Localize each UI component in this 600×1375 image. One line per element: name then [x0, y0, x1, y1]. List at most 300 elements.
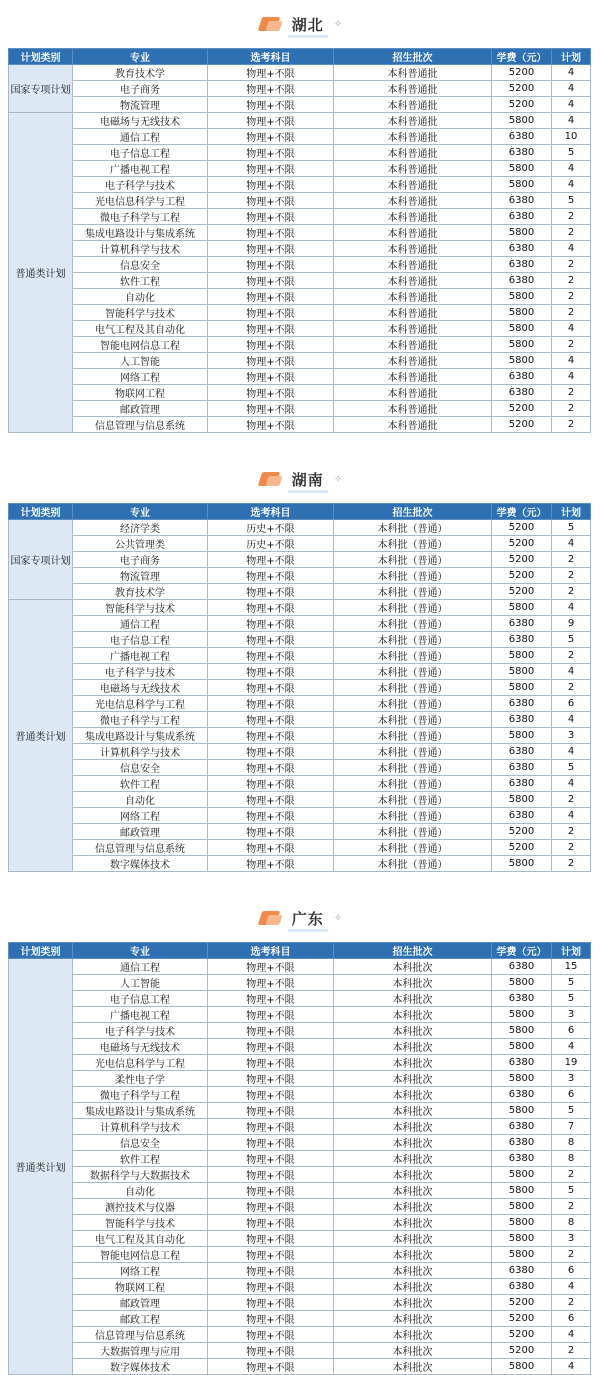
major-cell: 大数据管理与应用	[73, 1343, 208, 1359]
tuition-cell: 5200	[492, 568, 552, 584]
major-cell: 通信工程	[73, 959, 208, 975]
batch-cell: 本科批（普通）	[334, 600, 492, 616]
subject-cell: 物理+不限	[208, 241, 334, 257]
tuition-cell: 6380	[492, 808, 552, 824]
table-row	[9, 225, 591, 241]
plan-cell: 5	[552, 991, 591, 1007]
major-cell: 计算机科学与技术	[73, 1119, 208, 1135]
batch-cell: 本科普通批	[334, 257, 492, 273]
subject-cell: 物理+不限	[208, 1103, 334, 1119]
plan-cell: 2	[552, 648, 591, 664]
table-row	[9, 744, 591, 760]
batch-cell: 本科批（普通）	[334, 632, 492, 648]
plan-cell: 4	[552, 241, 591, 257]
table-row	[9, 856, 591, 872]
plan-cell: 2	[552, 1343, 591, 1359]
tuition-cell: 5800	[492, 648, 552, 664]
tuition-cell: 6380	[492, 1119, 552, 1135]
major-cell: 集成电路设计与集成系统	[73, 728, 208, 744]
plan-cell: 2	[552, 584, 591, 600]
subject-cell: 物理+不限	[208, 744, 334, 760]
subject-cell: 物理+不限	[208, 1007, 334, 1023]
tuition-cell: 5800	[492, 289, 552, 305]
plan-cell: 3	[552, 728, 591, 744]
table-row	[9, 1311, 591, 1327]
tuition-cell: 5200	[492, 520, 552, 536]
major-cell: 智能电网信息工程	[73, 1247, 208, 1263]
section-spacer	[0, 872, 600, 894]
plan-cell: 15	[552, 959, 591, 975]
batch-cell: 本科普通批	[334, 305, 492, 321]
major-cell: 数据科学与大数据技术	[73, 1167, 208, 1183]
table-row	[9, 1135, 591, 1151]
table-row	[9, 273, 591, 289]
plan-cell: 4	[552, 113, 591, 129]
major-cell: 邮政管理	[73, 401, 208, 417]
tuition-cell: 6380	[492, 1151, 552, 1167]
major-cell: 测控技术与仪器	[73, 1199, 208, 1215]
tuition-cell: 6380	[492, 1279, 552, 1295]
tuition-cell: 6380	[492, 712, 552, 728]
plan-category-cell: 普通类计划	[9, 113, 73, 433]
header-major: 专业	[73, 943, 208, 959]
tuition-cell: 5800	[492, 680, 552, 696]
subject-cell: 物理+不限	[208, 65, 334, 81]
subject-cell: 物理+不限	[208, 177, 334, 193]
major-cell: 网络工程	[73, 369, 208, 385]
subject-cell: 物理+不限	[208, 1167, 334, 1183]
tuition-cell: 6380	[492, 241, 552, 257]
subject-cell: 物理+不限	[208, 369, 334, 385]
plan-cell: 4	[552, 776, 591, 792]
major-cell: 信息安全	[73, 257, 208, 273]
plan-cell: 2	[552, 273, 591, 289]
plan-cell: 2	[552, 568, 591, 584]
major-cell: 智能电网信息工程	[73, 337, 208, 353]
subject-cell: 物理+不限	[208, 552, 334, 568]
table-row	[9, 321, 591, 337]
table-row	[9, 680, 591, 696]
plan-cell: 4	[552, 664, 591, 680]
header-plan: 计划	[552, 49, 591, 65]
subject-cell: 物理+不限	[208, 417, 334, 433]
subject-cell: 物理+不限	[208, 81, 334, 97]
tuition-cell: 5800	[492, 1167, 552, 1183]
subject-cell: 物理+不限	[208, 648, 334, 664]
subject-cell: 历史+不限	[208, 536, 334, 552]
subject-cell: 物理+不限	[208, 712, 334, 728]
plan-cell: 4	[552, 161, 591, 177]
batch-cell: 本科普通批	[334, 81, 492, 97]
tuition-cell: 6380	[492, 632, 552, 648]
major-cell: 自动化	[73, 792, 208, 808]
major-cell: 信息管理与信息系统	[73, 1327, 208, 1343]
table-row	[9, 1071, 591, 1087]
major-cell: 软件工程	[73, 273, 208, 289]
section-title	[0, 0, 600, 48]
batch-cell: 本科批次	[334, 1119, 492, 1135]
table-row	[9, 81, 591, 97]
batch-cell: 本科普通批	[334, 385, 492, 401]
subject-cell: 物理+不限	[208, 337, 334, 353]
tuition-cell: 5800	[492, 1007, 552, 1023]
major-cell: 电子信息工程	[73, 991, 208, 1007]
batch-cell: 本科批次	[334, 1279, 492, 1295]
batch-cell: 本科批（普通）	[334, 616, 492, 632]
plan-cell: 5	[552, 520, 591, 536]
header-tuition: 学费（元）	[492, 943, 552, 959]
major-cell: 通信工程	[73, 129, 208, 145]
major-cell: 教育技术学	[73, 584, 208, 600]
major-cell: 智能科学与技术	[73, 600, 208, 616]
batch-cell: 本科普通批	[334, 241, 492, 257]
province-section	[0, 0, 600, 455]
batch-cell: 本科批次	[334, 1023, 492, 1039]
subject-cell: 物理+不限	[208, 1231, 334, 1247]
subject-cell: 物理+不限	[208, 193, 334, 209]
table-row	[9, 840, 591, 856]
table-row	[9, 257, 591, 273]
plan-cell: 6	[552, 696, 591, 712]
subject-cell: 物理+不限	[208, 1071, 334, 1087]
table-row	[9, 632, 591, 648]
table-row	[9, 1327, 591, 1343]
subject-cell: 物理+不限	[208, 696, 334, 712]
table-row	[9, 97, 591, 113]
table-row	[9, 113, 591, 129]
subject-cell: 物理+不限	[208, 808, 334, 824]
plan-cell: 2	[552, 792, 591, 808]
plan-cell: 2	[552, 225, 591, 241]
header-subject: 选考科目	[208, 504, 334, 520]
batch-cell: 本科普通批	[334, 97, 492, 113]
subject-cell: 物理+不限	[208, 257, 334, 273]
tuition-cell: 5200	[492, 840, 552, 856]
table-row	[9, 600, 591, 616]
tuition-cell: 5200	[492, 401, 552, 417]
subject-cell: 物理+不限	[208, 991, 334, 1007]
major-cell: 公共管理类	[73, 536, 208, 552]
tuition-cell: 5200	[492, 584, 552, 600]
batch-cell: 本科批次	[334, 1263, 492, 1279]
major-cell: 电子商务	[73, 552, 208, 568]
major-cell: 光电信息科学与工程	[73, 1055, 208, 1071]
table-row	[9, 1199, 591, 1215]
plan-cell: 2	[552, 257, 591, 273]
admission-table	[8, 942, 591, 1375]
tuition-cell: 5800	[492, 177, 552, 193]
tuition-cell: 5800	[492, 856, 552, 872]
table-row	[9, 792, 591, 808]
batch-cell: 本科批（普通）	[334, 792, 492, 808]
table-row	[9, 401, 591, 417]
batch-cell: 本科批（普通）	[334, 664, 492, 680]
plan-cell: 5	[552, 760, 591, 776]
plan-category-cell: 普通类计划	[9, 600, 73, 872]
tuition-cell: 6380	[492, 145, 552, 161]
tuition-cell: 5200	[492, 97, 552, 113]
header-major: 专业	[73, 504, 208, 520]
plan-cell: 2	[552, 1247, 591, 1263]
batch-cell: 本科普通批	[334, 129, 492, 145]
tuition-cell: 5800	[492, 321, 552, 337]
batch-cell: 本科批次	[334, 1215, 492, 1231]
batch-cell: 本科普通批	[334, 337, 492, 353]
table-row	[9, 177, 591, 193]
major-cell: 光电信息科学与工程	[73, 193, 208, 209]
subject-cell: 物理+不限	[208, 792, 334, 808]
table-row	[9, 808, 591, 824]
major-cell: 物联网工程	[73, 1279, 208, 1295]
tuition-cell: 6380	[492, 1263, 552, 1279]
batch-cell: 本科批（普通）	[334, 552, 492, 568]
major-cell: 物流管理	[73, 568, 208, 584]
subject-cell: 物理+不限	[208, 305, 334, 321]
plan-cell: 2	[552, 824, 591, 840]
bookmark-icon	[258, 15, 284, 33]
tuition-cell: 5800	[492, 1359, 552, 1375]
table-row	[9, 1087, 591, 1103]
major-cell: 电气工程及其自动化	[73, 321, 208, 337]
major-cell: 信息管理与信息系统	[73, 840, 208, 856]
table-row	[9, 991, 591, 1007]
major-cell: 电子科学与技术	[73, 177, 208, 193]
plan-cell: 4	[552, 321, 591, 337]
plan-category-cell: 普通类计划	[9, 959, 73, 1375]
subject-cell: 物理+不限	[208, 225, 334, 241]
tuition-cell: 6380	[492, 991, 552, 1007]
subject-cell: 物理+不限	[208, 113, 334, 129]
tuition-cell: 5800	[492, 305, 552, 321]
major-cell: 软件工程	[73, 1151, 208, 1167]
province-section	[0, 894, 600, 1375]
tuition-cell: 5800	[492, 353, 552, 369]
major-cell: 人工智能	[73, 975, 208, 991]
table-row	[9, 728, 591, 744]
plan-cell: 4	[552, 600, 591, 616]
tuition-cell: 5200	[492, 536, 552, 552]
admission-table	[8, 503, 591, 872]
batch-cell: 本科批次	[334, 1071, 492, 1087]
major-cell: 电子信息工程	[73, 145, 208, 161]
table-row	[9, 385, 591, 401]
table-row	[9, 129, 591, 145]
subject-cell: 物理+不限	[208, 1199, 334, 1215]
header-subject: 选考科目	[208, 49, 334, 65]
major-cell: 微电子科学与工程	[73, 1087, 208, 1103]
plan-cell: 5	[552, 1103, 591, 1119]
major-cell: 经济学类	[73, 520, 208, 536]
major-cell: 广播电视工程	[73, 161, 208, 177]
table-row	[9, 648, 591, 664]
table-row	[9, 760, 591, 776]
tuition-cell: 5800	[492, 1231, 552, 1247]
plan-category-cell: 国家专项计划	[9, 65, 73, 113]
batch-cell: 本科批（普通）	[334, 680, 492, 696]
tuition-cell: 6380	[492, 385, 552, 401]
table-row	[9, 209, 591, 225]
subject-cell: 物理+不限	[208, 664, 334, 680]
subject-cell: 物理+不限	[208, 584, 334, 600]
batch-cell: 本科普通批	[334, 369, 492, 385]
table-row	[9, 369, 591, 385]
table-row	[9, 1167, 591, 1183]
subject-cell: 物理+不限	[208, 289, 334, 305]
subject-cell: 物理+不限	[208, 600, 334, 616]
subject-cell: 物理+不限	[208, 1343, 334, 1359]
subject-cell: 物理+不限	[208, 1327, 334, 1343]
plan-cell: 4	[552, 81, 591, 97]
sparkle-icon: ✧	[333, 18, 343, 30]
table-row	[9, 664, 591, 680]
tuition-cell: 5200	[492, 552, 552, 568]
plan-cell: 2	[552, 1199, 591, 1215]
batch-cell: 本科普通批	[334, 65, 492, 81]
major-cell: 柔性电子学	[73, 1071, 208, 1087]
table-row	[9, 145, 591, 161]
batch-cell: 本科批次	[334, 1231, 492, 1247]
plan-cell: 9	[552, 616, 591, 632]
plan-cell: 3	[552, 1007, 591, 1023]
bookmark-icon	[258, 470, 284, 488]
table-row	[9, 712, 591, 728]
plan-cell: 4	[552, 536, 591, 552]
major-cell: 自动化	[73, 289, 208, 305]
major-cell: 集成电路设计与集成系统	[73, 225, 208, 241]
tuition-cell: 5800	[492, 1215, 552, 1231]
batch-cell: 本科普通批	[334, 113, 492, 129]
batch-cell: 本科普通批	[334, 353, 492, 369]
plan-cell: 2	[552, 417, 591, 433]
major-cell: 物流管理	[73, 97, 208, 113]
table-row	[9, 1263, 591, 1279]
tuition-cell: 5800	[492, 728, 552, 744]
subject-cell: 物理+不限	[208, 1023, 334, 1039]
tuition-cell: 5800	[492, 1199, 552, 1215]
table-row	[9, 536, 591, 552]
table-row	[9, 824, 591, 840]
batch-cell: 本科批次	[334, 1167, 492, 1183]
batch-cell: 本科批（普通）	[334, 568, 492, 584]
subject-cell: 物理+不限	[208, 209, 334, 225]
header-tuition: 学费（元）	[492, 49, 552, 65]
table-row	[9, 1023, 591, 1039]
plan-cell: 4	[552, 353, 591, 369]
major-cell: 邮政管理	[73, 1295, 208, 1311]
tuition-cell: 5800	[492, 113, 552, 129]
subject-cell: 物理+不限	[208, 145, 334, 161]
batch-cell: 本科普通批	[334, 161, 492, 177]
batch-cell: 本科批次	[334, 1135, 492, 1151]
plan-cell: 4	[552, 712, 591, 728]
header-plan: 计划	[552, 943, 591, 959]
major-cell: 微电子科学与工程	[73, 209, 208, 225]
major-cell: 信息管理与信息系统	[73, 417, 208, 433]
tuition-cell: 5800	[492, 1247, 552, 1263]
tuition-cell: 6380	[492, 1135, 552, 1151]
header-batch: 招生批次	[334, 49, 492, 65]
subject-cell: 物理+不限	[208, 824, 334, 840]
subject-cell: 物理+不限	[208, 840, 334, 856]
plan-category-cell: 国家专项计划	[9, 520, 73, 600]
table-row	[9, 1039, 591, 1055]
major-cell: 电子信息工程	[73, 632, 208, 648]
tuition-cell: 6380	[492, 696, 552, 712]
major-cell: 光电信息科学与工程	[73, 696, 208, 712]
plan-cell: 5	[552, 145, 591, 161]
tuition-cell: 5800	[492, 975, 552, 991]
plan-cell: 5	[552, 975, 591, 991]
table-row	[9, 1279, 591, 1295]
major-cell: 电磁场与无线技术	[73, 113, 208, 129]
tuition-cell: 6380	[492, 744, 552, 760]
table-row	[9, 353, 591, 369]
plan-cell: 19	[552, 1055, 591, 1071]
plan-cell: 8	[552, 1135, 591, 1151]
plan-cell: 2	[552, 680, 591, 696]
batch-cell: 本科普通批	[334, 193, 492, 209]
tuition-cell: 5800	[492, 1103, 552, 1119]
table-row	[9, 193, 591, 209]
subject-cell: 物理+不限	[208, 1247, 334, 1263]
plan-cell: 6	[552, 1023, 591, 1039]
tuition-cell: 6380	[492, 257, 552, 273]
major-cell: 微电子科学与工程	[73, 712, 208, 728]
tuition-cell: 6380	[492, 760, 552, 776]
batch-cell: 本科批（普通）	[334, 744, 492, 760]
batch-cell: 本科批次	[334, 1359, 492, 1375]
major-cell: 电磁场与无线技术	[73, 680, 208, 696]
batch-cell: 本科批次	[334, 1151, 492, 1167]
table-row	[9, 1183, 591, 1199]
section-title	[0, 455, 600, 503]
subject-cell: 物理+不限	[208, 856, 334, 872]
table-row	[9, 584, 591, 600]
plan-cell: 2	[552, 385, 591, 401]
batch-cell: 本科批次	[334, 1087, 492, 1103]
table-row	[9, 417, 591, 433]
tuition-cell: 6380	[492, 1087, 552, 1103]
batch-cell: 本科批（普通）	[334, 520, 492, 536]
tuition-cell: 6380	[492, 209, 552, 225]
tuition-cell: 5800	[492, 664, 552, 680]
province-name: 湖南	[291, 470, 324, 489]
subject-cell: 物理+不限	[208, 776, 334, 792]
batch-cell: 本科批（普通）	[334, 808, 492, 824]
plan-cell: 2	[552, 1167, 591, 1183]
batch-cell: 本科批（普通）	[334, 824, 492, 840]
major-cell: 集成电路设计与集成系统	[73, 1103, 208, 1119]
section-spacer	[0, 433, 600, 455]
table-row	[9, 305, 591, 321]
table-header-row	[9, 49, 591, 65]
tuition-cell: 5800	[492, 1023, 552, 1039]
tuition-cell: 6380	[492, 369, 552, 385]
batch-cell: 本科批次	[334, 991, 492, 1007]
major-cell: 广播电视工程	[73, 1007, 208, 1023]
header-batch: 招生批次	[334, 504, 492, 520]
tuition-cell: 6380	[492, 616, 552, 632]
batch-cell: 本科批次	[334, 1327, 492, 1343]
batch-cell: 本科批次	[334, 1039, 492, 1055]
tuition-cell: 5200	[492, 81, 552, 97]
batch-cell: 本科批次	[334, 1295, 492, 1311]
header-category: 计划类别	[9, 943, 73, 959]
tuition-cell: 5800	[492, 161, 552, 177]
batch-cell: 本科普通批	[334, 289, 492, 305]
batch-cell: 本科批（普通）	[334, 696, 492, 712]
tuition-cell: 6380	[492, 129, 552, 145]
